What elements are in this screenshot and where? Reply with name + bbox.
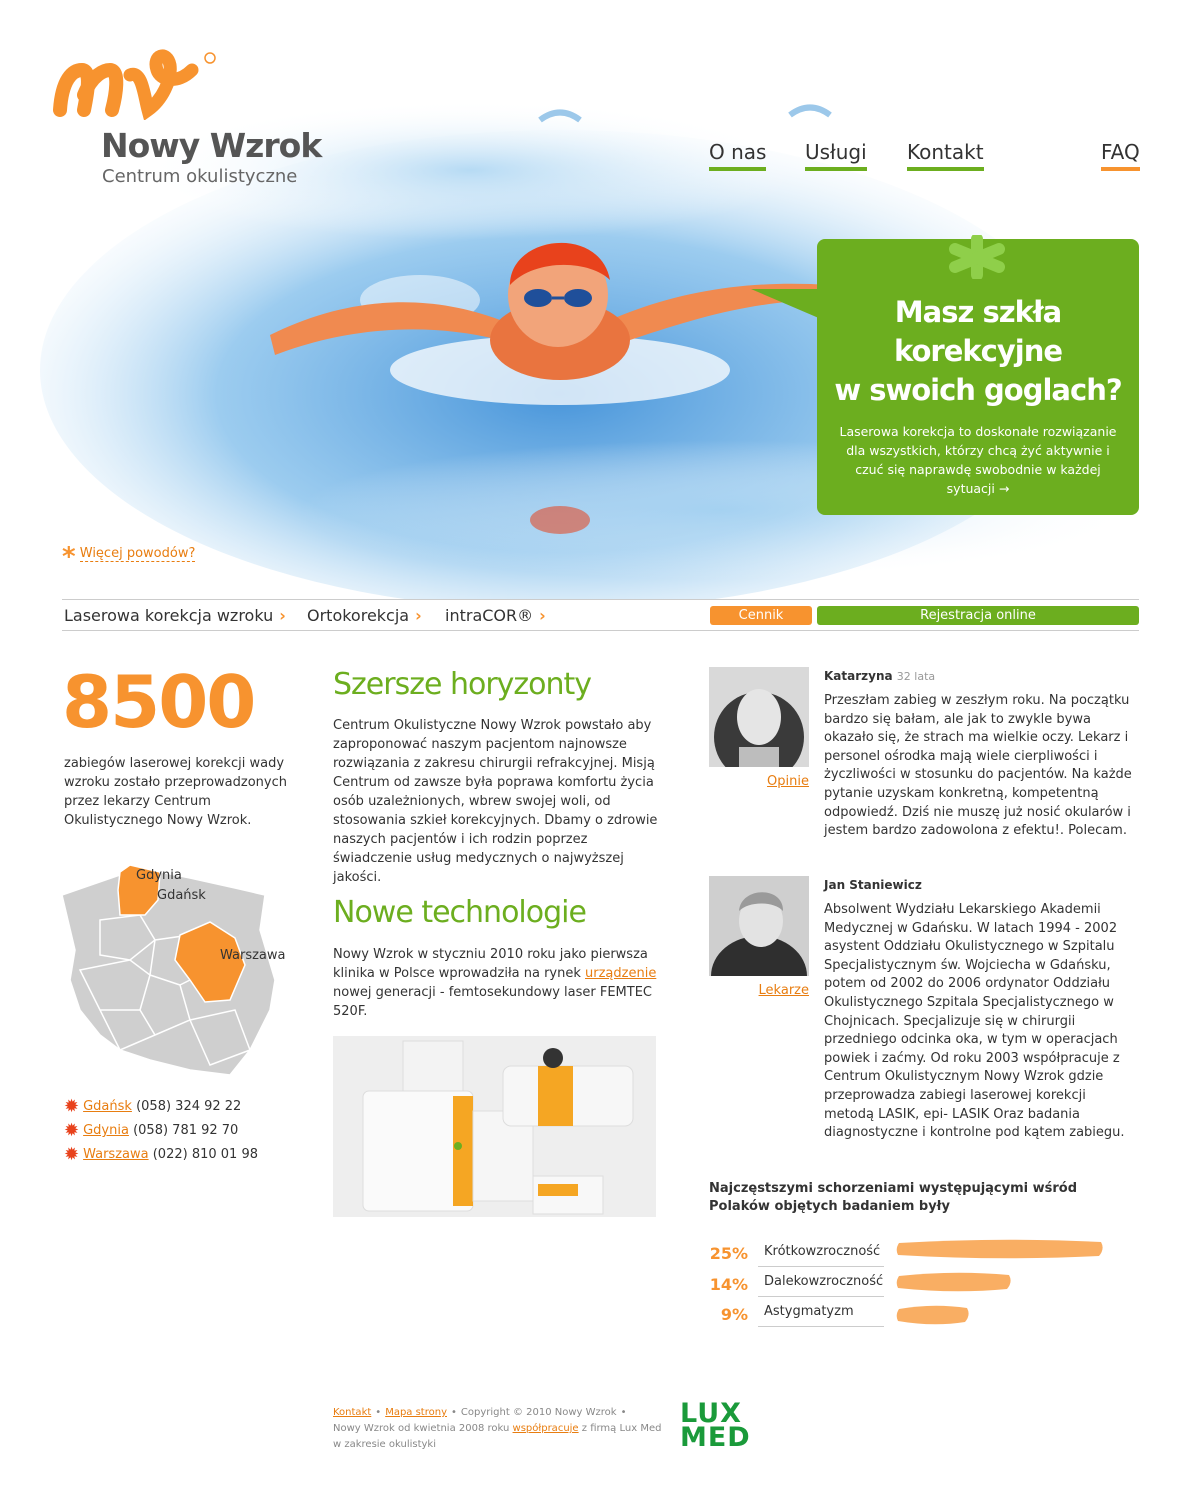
conditions-heading: Najczęstszymi schorzeniami występującymi wśród Polaków objętych badaniem były xyxy=(709,1181,1078,1214)
promo-pointer xyxy=(751,289,821,319)
separator-dot: • xyxy=(620,1407,627,1418)
promo-title-line: w swoich goglach? xyxy=(834,373,1122,407)
footer-text: Nowy Wzrok od kwietnia 2008 roku xyxy=(333,1423,513,1434)
branch-city-link[interactable]: Gdynia xyxy=(83,1123,129,1138)
technology-text xyxy=(333,945,658,1021)
nav-services[interactable]: Usługi xyxy=(805,140,867,171)
nav-contact[interactable]: Kontakt xyxy=(907,140,984,171)
subnav-label: Laserowa korekcja wzroku xyxy=(64,606,274,625)
footer-text: z firmą Lux Med w zakresie okulistyki xyxy=(333,1423,662,1450)
device-link[interactable]: urządzenie xyxy=(585,966,657,981)
branch-gdynia xyxy=(64,1120,238,1141)
more-reasons[interactable] xyxy=(62,542,195,572)
branch-phone: (022) 810 01 98 xyxy=(152,1147,258,1162)
horizons-text: Centrum Okulistyczne Nowy Wzrok powstało aby zaproponować naszym pacjentom najnowsze rozwiązania z zakresu chirurgii refrakcyjnej. Misją Centrum od zawsze była poprawa komfortu życia osób uzależnionych, wbrew swojej woli, od stosowania szkieł korekcyjnych. Dbamy o zdrowie naszych pacjentów i ich rodzin poprzez świadczenie usług medycznych o najwyższej jakości. xyxy=(333,718,658,885)
technology-heading: Nowe technologie xyxy=(333,895,586,930)
more-reasons-link[interactable]: Więcej powodów? xyxy=(79,546,196,561)
price-list-button[interactable]: Cennik xyxy=(710,606,812,625)
footer-sitemap-link[interactable]: Mapa strony xyxy=(385,1407,447,1418)
branch-city-link[interactable]: Warszawa xyxy=(83,1147,149,1162)
footer-contact-link[interactable]: Kontakt xyxy=(333,1407,372,1418)
condition-bar-fill xyxy=(897,1273,1011,1292)
sun-icon: ✹ xyxy=(64,1120,80,1141)
subnav-ortho[interactable] xyxy=(307,606,422,625)
testimonial-photo xyxy=(709,667,809,767)
condition-bar-fill xyxy=(897,1306,969,1325)
luxmed-logo-line: MED xyxy=(680,1422,751,1453)
opinions-link[interactable]: Opinie xyxy=(767,774,809,789)
doctor-bio: Absolwent Wydziału Lekarskiego Akademii Medycznej w Gdańsku. W latach 1994 - 2002 asystent Oddziału Okulistycznego w Szpitalu Specjalistycznym św. Wojciecha w Gdańsku, potem od 2002 do 2006 ordynator Oddziału Okulistycznego Szpitala Specjalistycznego w Chojnicach. Specjalizuje się w chirurgii przedniego odcinka oka, w tym w operacjach powiek i zaćmy. Od roku 2003 współpracuje z Centrum Okulistycznym Nowy Wzrok gdzie przeprowadza zabiegi laserowej korekcji metodą LASIK, epi- LASIK Oraz badania diagnostyczne i kontrolne pod kątem zabiegu. xyxy=(824,902,1125,1141)
technology-text-part: nowej generacji - femtosekundowy laser FEMTEC 520F. xyxy=(333,985,652,1019)
person-age: 32 lata xyxy=(896,670,936,683)
map-label-gdansk[interactable]: Gdańsk xyxy=(157,888,206,903)
condition-bar xyxy=(895,1303,971,1325)
chevron-right-icon: › xyxy=(539,606,546,625)
testimonial-name xyxy=(824,669,935,683)
condition-label: Krótkowzroczność xyxy=(758,1238,884,1267)
condition-percent: 14% xyxy=(709,1275,748,1294)
nav-about[interactable]: O nas xyxy=(709,140,766,171)
subnav-laser[interactable] xyxy=(64,606,286,625)
separator-dot: • xyxy=(451,1407,457,1418)
luxmed-logo[interactable] xyxy=(680,1398,751,1453)
brand-subtitle: Centrum okulistyczne xyxy=(102,166,298,187)
service-bar xyxy=(62,599,1139,631)
asterisk-icon: * xyxy=(62,542,76,572)
chevron-right-icon: › xyxy=(279,606,286,625)
doctor-name: Jan Staniewicz xyxy=(824,878,922,892)
nav-faq[interactable]: FAQ xyxy=(1101,140,1140,171)
condition-bar xyxy=(895,1270,1013,1292)
condition-percent: 9% xyxy=(720,1305,748,1324)
subnav-label: intraCOR® xyxy=(445,606,534,625)
branch-city-link[interactable]: Gdańsk xyxy=(83,1099,132,1114)
procedures-description: zabiegów laserowej korekcji wady wzroku zostało przeprowadzonych przez lekarzy Centrum Okulistycznego Nowy Wzrok. xyxy=(64,756,287,828)
subnav-intracor[interactable] xyxy=(445,606,546,625)
promo-box[interactable] xyxy=(817,239,1139,515)
brand-title[interactable]: Nowy Wzrok xyxy=(101,126,322,165)
map-label-warszawa[interactable]: Warszawa xyxy=(220,948,286,963)
doctor-photo xyxy=(709,876,809,976)
procedures-count: 8500 xyxy=(62,660,255,744)
condition-bar xyxy=(895,1237,1105,1259)
person-name-text: Katarzyna xyxy=(824,669,893,683)
subnav-label: Ortokorekcja xyxy=(307,606,410,625)
branch-gdansk xyxy=(64,1096,241,1117)
promo-title xyxy=(817,293,1139,410)
promo-title-line: korekcyjne xyxy=(893,334,1063,368)
horizons-heading: Szersze horyzonty xyxy=(333,667,592,702)
testimonial-text: Przeszłam zabieg w zeszłym roku. Na początku bardzo się bałam, ale jak to zwykle bywa okazało się, że strach ma wielkie oczy. Lekarz i personel ośrodka mają wiele cierpliwości i życzliwości w stosunku do pacjentów. Na każde pytanie uzyskam konkretną, kompetentną odpowiedź. Dziś nie muszę już nosić okularów i jestem bardzo zadowolona z efektu!. Polecam. xyxy=(824,693,1132,839)
branch-warszawa xyxy=(64,1144,258,1165)
logo-mark[interactable] xyxy=(52,40,222,120)
chevron-right-icon: › xyxy=(415,606,422,625)
separator-dot: • xyxy=(375,1407,382,1418)
luxmed-logo-line: LUX xyxy=(680,1398,742,1429)
technology-text-part: Nowy Wzrok w styczniu 2010 roku jako pierwsza klinika w Polsce wprowadziła na rynek xyxy=(333,947,648,981)
laser-device-image xyxy=(333,1036,656,1217)
condition-bar-fill xyxy=(897,1240,1103,1259)
branch-phone: (058) 324 92 22 xyxy=(136,1099,242,1114)
doctors-link[interactable]: Lekarze xyxy=(758,983,809,998)
asterisk-icon xyxy=(945,235,1009,279)
branch-phone: (058) 781 92 70 xyxy=(133,1123,239,1138)
condition-percent: 25% xyxy=(709,1244,748,1263)
footer-cooperation-link[interactable]: współpracuje xyxy=(512,1423,579,1434)
promo-title-line: Masz szkła xyxy=(894,295,1062,329)
map-label-gdynia[interactable]: Gdynia xyxy=(136,868,182,883)
condition-label: Astygmatyzm xyxy=(758,1298,884,1327)
footer xyxy=(333,1405,663,1453)
sun-icon: ✹ xyxy=(64,1144,80,1165)
sun-icon: ✹ xyxy=(64,1096,80,1117)
poland-map[interactable] xyxy=(60,860,286,1080)
online-registration-button[interactable]: Rejestracja online xyxy=(817,606,1139,625)
promo-text[interactable]: Laserowa korekcja to doskonałe rozwiązanie dla wszystkich, którzy chcą żyć aktywnie i czuć się naprawdę swobodnie w każdej sytuacji → xyxy=(839,424,1117,496)
condition-label: Dalekowzroczność xyxy=(758,1268,884,1297)
footer-copyright: Copyright © 2010 Nowy Wzrok xyxy=(460,1407,617,1418)
